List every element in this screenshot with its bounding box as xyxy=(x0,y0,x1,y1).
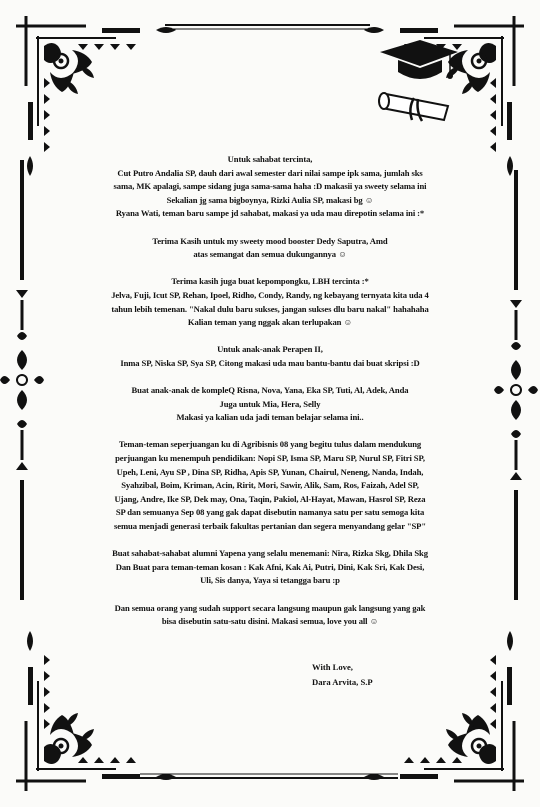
text-line: Inma SP, Niska SP, Sya SP, Citong makasi uda mau bantu-bantu dai buat skripsi :D xyxy=(120,357,420,368)
diploma-scroll-icon xyxy=(379,93,448,121)
signer-name: Dara Arvita, S.P xyxy=(312,677,373,687)
text-line: Kalian teman yang nggak akan terlupakan ☺ xyxy=(187,317,353,328)
paragraph xyxy=(45,384,495,425)
text-line: Buat anak-anak de kompleQ Risna, Nova, Yana, Eka SP, Tuti, Al, Adek, Anda xyxy=(131,385,409,396)
paragraph xyxy=(45,602,495,629)
text-line: Uli, Sis danya, Yaya si tetangga baru :p xyxy=(200,575,340,586)
paragraph xyxy=(45,235,495,262)
text-line: Teman-teman seperjuangan ku di Agribisnis 08 yang begitu tulus dalam mendukung xyxy=(118,439,422,450)
text-line: Untuk sahabat tercinta, xyxy=(227,154,313,164)
text-line: Cut Putro Andalia SP, dauh dari awal semester dari nilai sampe ipk sama, jumlah sks xyxy=(117,167,423,178)
corner-ornament-icon xyxy=(16,631,176,791)
text-line: Makasi ya kalian uda jadi teman belajar selama ini.. xyxy=(176,412,364,423)
text-line: Untuk anak-anak Perapen II, xyxy=(217,344,323,355)
text-line: bisa disebutin satu-satu disini. Makasi semua, love you all ☺ xyxy=(161,616,379,627)
corner-ornament-icon xyxy=(364,631,524,791)
paragraph xyxy=(45,547,495,588)
text-line: Dan semua orang yang sudah support secara langsung maupun gak langsung yang gak xyxy=(114,602,426,613)
letter-body xyxy=(45,153,495,642)
text-line: Ryana Wati, teman baru sampe jd sahabat, makasi ya uda mau direpotin selama ini :* xyxy=(115,208,425,219)
text-line: Terima Kasih untuk my sweety mood booster Dedy Saputra, Amd xyxy=(152,235,388,246)
text-line: SP dan semuanya Sep 08 yang gak dapat disebutin namanya satu per satu semoga kita xyxy=(115,507,425,518)
text-line: Sekalian jg sama bigboynya, Rizki Aulia SP, makasi bg ☺ xyxy=(166,194,374,205)
graduation-cap-icon xyxy=(380,40,458,79)
signature-block xyxy=(312,660,373,690)
text-line: Buat sahabat-sahabat alumni Yapena yang selalu menemani: Nira, Rizka Skg, Dhila Skg xyxy=(112,548,428,559)
text-line: tahun lebih temenan. "Nakal dulu baru sukses, jangan sukses dlu baru nakal" hahahaha xyxy=(111,303,429,314)
text-line: Terima kasih juga buat kepompongku, LBH tercinta :* xyxy=(171,276,369,287)
paragraph xyxy=(45,343,495,370)
paragraph xyxy=(45,275,495,329)
text-line: Dan Buat para teman-teman kosan : Kak Afni, Kak Ai, Putri, Dini, Kak Sri, Kak Desi, xyxy=(115,561,425,572)
text-line: Syahzibal, Boim, Kriman, Acin, Ririt, Mori, Sawir, Alik, Sam, Ros, Faizah, Adel SP, xyxy=(121,480,419,491)
side-ornament-icon xyxy=(494,300,538,480)
paragraph xyxy=(45,438,495,533)
text-line: sama, MK apalagi, sampe sidang juga sama-sama haha :D makasii ya sweety selama ini xyxy=(113,181,427,192)
closing-text: With Love, xyxy=(312,662,353,672)
paragraph xyxy=(45,153,495,221)
corner-ornament-icon xyxy=(16,16,176,176)
text-line: Upeh, Leni, Ayu SP , Dina SP, Ridha, Apis SP, Yunan, Chairul, Neneng, Nanda, Indah, xyxy=(116,466,424,477)
text-line: Jelva, Fuji, Icut SP, Rehan, Ipoel, Ridho, Condy, Randy, ng kebayang ternyata kita uda 4 xyxy=(111,289,429,300)
side-ornament-icon xyxy=(0,290,44,470)
text-line: perjuangan ku menempuh pendidikan: Nopi SP, Isma SP, Maru SP, Nurul SP, Fitri SP, xyxy=(115,453,425,464)
text-line: atas semangat dan semua dukungannya ☺ xyxy=(193,249,347,260)
text-line: semua menjadi generasi terbaik fakultas pertanian dan segera menyandang gelar "SP" xyxy=(114,521,426,532)
text-line: Ujang, Andre, Ike SP, Dek may, Ona, Taqin, Pakiol, Al-Hayat, Mawan, Hasrol SP, Reza xyxy=(114,493,426,504)
text-line: Juga untuk Mia, Hera, Selly xyxy=(219,398,321,409)
